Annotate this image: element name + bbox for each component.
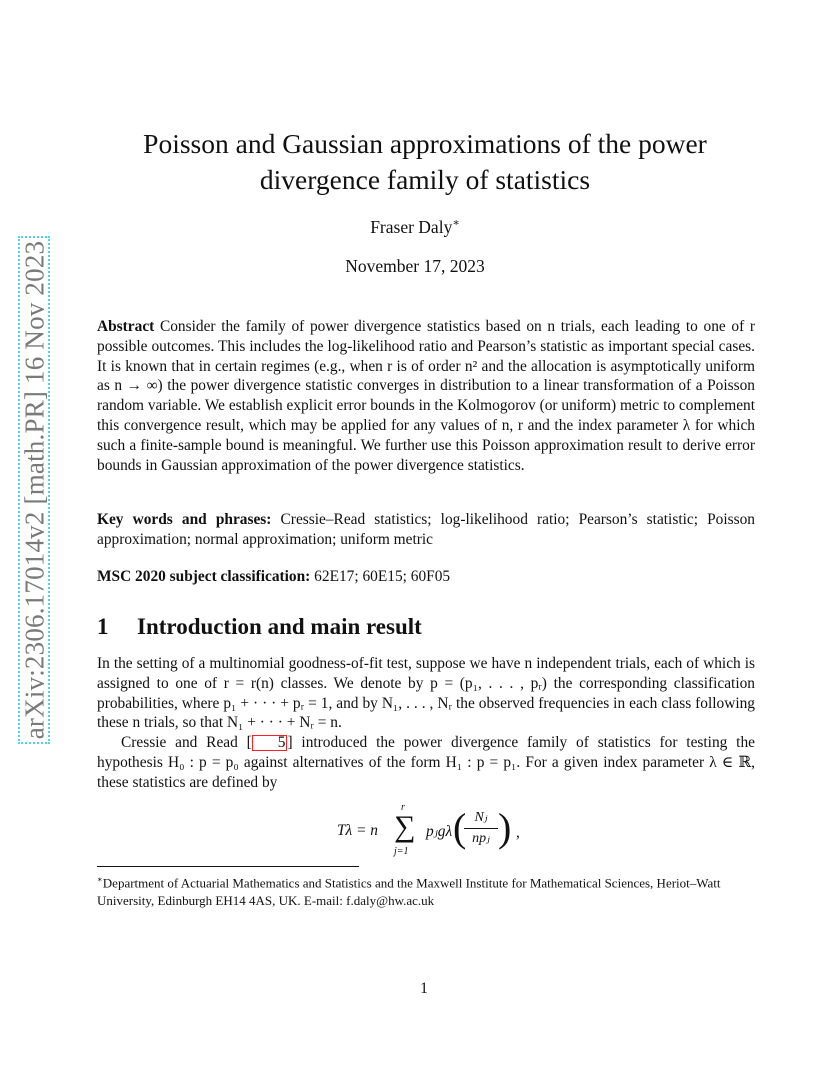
- equation-term: pⱼgλ: [426, 823, 453, 840]
- abstract: [97, 317, 755, 475]
- sum-upper-limit: r: [401, 802, 405, 813]
- paragraph2-lead: Cressie and Read: [121, 734, 238, 751]
- keywords-text: Cressie–Read statistics; log-likelihood ratio; Pearson’s statistic; Poisson approximation; normal approximation; uniform metric: [97, 511, 755, 548]
- paragraph2-body: introduced the power divergence family of statistics for testing the hypothesis H₀ : p = p₀ against alternatives of the form H₁ : p = p₁. For a given index parameter λ ∈ ℝ, these statistics are defined by: [97, 734, 755, 791]
- author-name: Fraser Daly: [370, 216, 453, 237]
- summation-symbol: ∑: [394, 810, 416, 843]
- section-title: Introduction and main result: [137, 614, 422, 639]
- keywords-label: Key words and phrases:: [97, 511, 272, 528]
- fraction-numerator: Nⱼ: [474, 810, 488, 825]
- left-paren: (: [453, 805, 467, 850]
- right-paren: ): [498, 805, 512, 850]
- footnote-mark: ∗: [97, 874, 103, 884]
- abstract-text: Consider the family of power divergence statistics based on n trials, each leading to one of r possible outcomes. This includes the log-likelihood ratio and Pearson’s statistic as important special cases. It is known that in certain regimes (e.g., when r is of order n² and the allocation is asymptotically uniform as n → ∞) the power divergence statistic converges in distribution to a linear transformation of a Poisson random variable. We establish explicit error bounds in the Kolmogorov (or uniform) metric to complement this convergence result, which may be applied for any values of n, r and the index parameter λ for which such a finite-sample bound is meaningful. We further use this Poisson approximation result to derive error bounds in Gaussian approximation of the power divergence statistics.: [97, 318, 755, 474]
- page-number: 1: [420, 980, 428, 997]
- intro-paragraph-2: Cressie and Read [ 5 ] introduced the power divergence family of statistics for testing the hypothesis H₀ : p = p₀ against alternatives of the form H₁ : p = p₁. For a given index parameter λ ∈ ℝ, these statistics are defined by: [97, 734, 755, 791]
- fraction-bar: [464, 828, 498, 829]
- equation-fraction: [464, 810, 498, 847]
- arxiv-stamp: [18, 236, 52, 746]
- intro-paragraph-1: In the setting of a multinomial goodness-of-fit test, suppose we have n independent trials, each of which is assigned to one of r = r(n) classes. We denote by p = (p₁, . . . , pᵣ) the corresponding classification probabilities, where p₁ + · · · + pᵣ = 1, and by N₁, . . . , Nᵣ the observed frequencies in each class following these n trials, so that N₁ + · · · + Nᵣ = n.: [97, 655, 755, 732]
- msc-classification: [97, 567, 755, 587]
- footnote: [97, 871, 757, 909]
- paper-title: Poisson and Gaussian approximations of the power divergence family of statistics: [143, 128, 707, 195]
- section-number: 1: [97, 614, 109, 639]
- author-line: [100, 216, 730, 238]
- section-heading: [97, 612, 755, 642]
- author-footnote-mark[interactable]: ∗: [452, 217, 460, 229]
- keywords: [97, 510, 755, 550]
- abstract-label: Abstract: [97, 318, 155, 335]
- arxiv-identifier[interactable]: arXiv:2306.17014v2 [math.PR] 16 Nov 2023: [19, 240, 50, 740]
- power-divergence-equation: [337, 802, 557, 862]
- footnote-text: Department of Actuarial Mathematics and Statistics and the Maxwell Institute for Mathematical Sciences, Heriot–Watt University, Edinburgh EH14 4AS, UK. E-mail: f.daly@hw.ac.uk: [97, 875, 721, 908]
- msc-label: MSC 2020 subject classification:: [97, 568, 311, 585]
- equation-comma: ,: [516, 824, 520, 841]
- sum-lower-limit: j=1: [394, 846, 409, 857]
- footnote-rule: [97, 866, 359, 867]
- msc-codes: 62E17; 60E15; 60F05: [314, 568, 451, 585]
- citation-link[interactable]: 5: [252, 735, 288, 751]
- fraction-denominator: npⱼ: [472, 831, 490, 846]
- paper-date: November 17, 2023: [345, 256, 485, 276]
- equation-lhs: Tλ = n: [337, 822, 379, 839]
